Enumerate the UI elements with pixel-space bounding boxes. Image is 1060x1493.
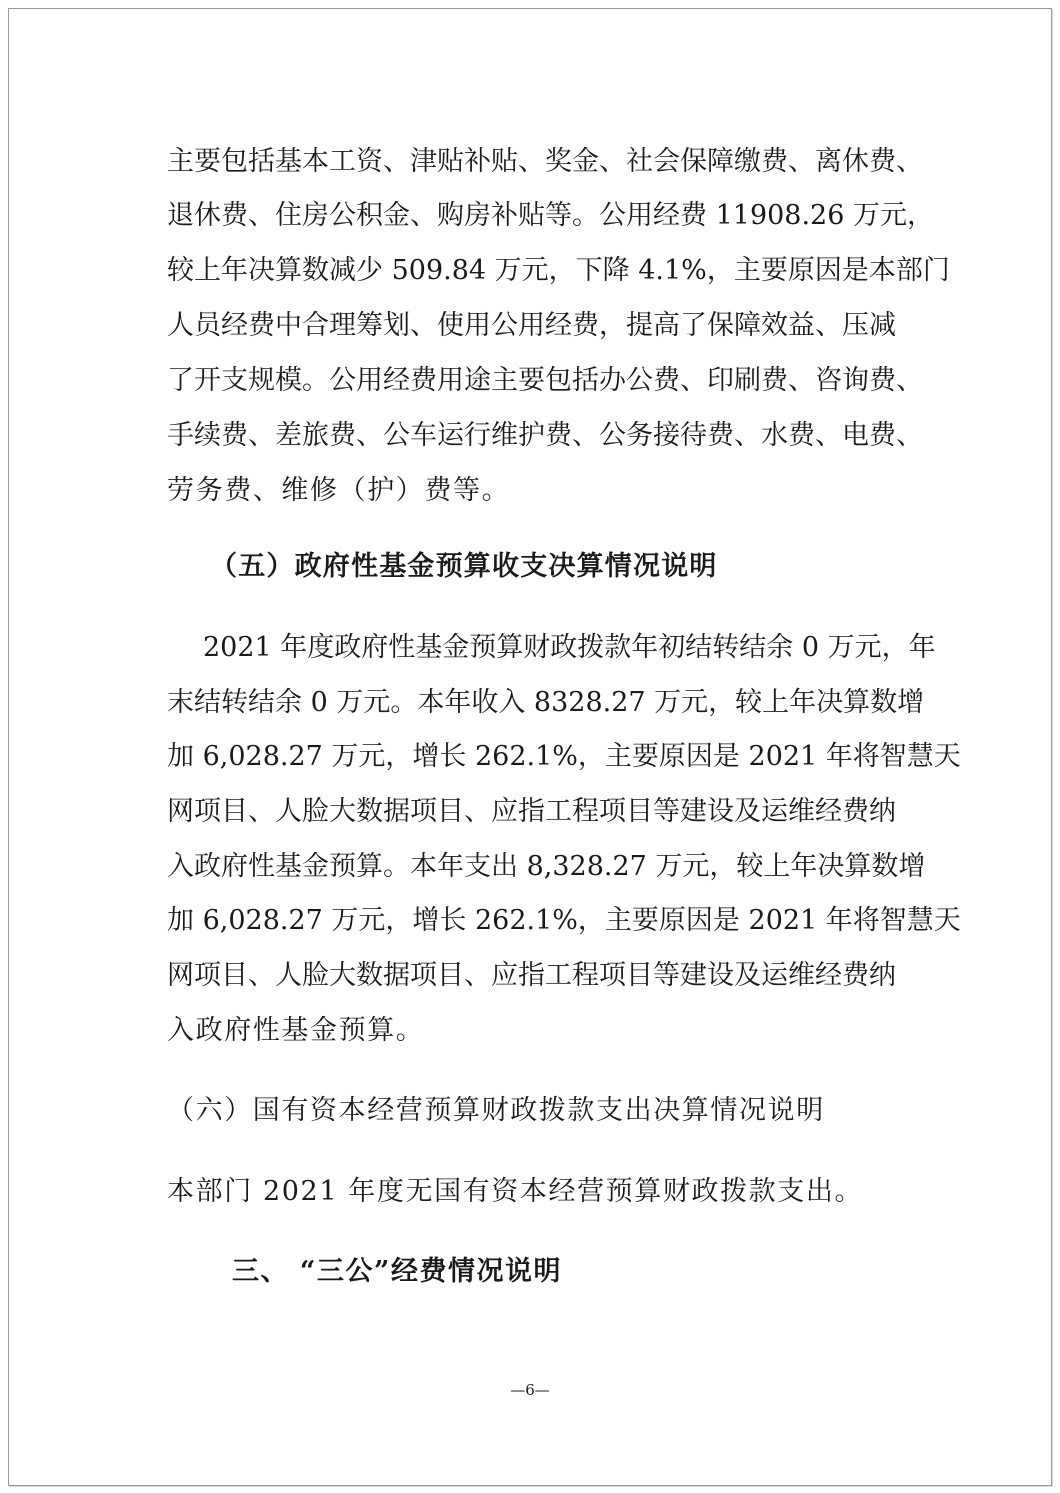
section-3-heading: 三、 “三公”经费情况说明 bbox=[232, 1256, 562, 1287]
paragraph-line: 手续费、差旅费、公车运行维护费、公务接待费、水费、电费、 bbox=[167, 420, 923, 451]
paragraph-line: 较上年决算数减少 509.84 万元，下降 4.1%，主要原因是本部门 bbox=[167, 255, 950, 286]
section-5-line: 加 6,028.27 万元，增长 262.1%，主要原因是 2021 年将智慧天 bbox=[167, 905, 961, 936]
page-number: —6— bbox=[510, 1381, 550, 1399]
section-5-line: 网项目、人脸大数据项目、应指工程项目等建设及运维经费纳 bbox=[167, 796, 896, 827]
paragraph-line: 退休费、住房公积金、购房补贴等。公用经费 11908.26 万元， bbox=[167, 200, 934, 231]
paragraph-line: 劳务费、维修（护）费等。 bbox=[167, 475, 511, 506]
section-5-line: 入政府性基金预算。 bbox=[167, 1015, 425, 1046]
section-6-heading: （六）国有资本经营预算财政拨款支出决算情况说明 bbox=[167, 1095, 825, 1126]
paragraph-line: 人员经费中合理筹划、使用公用经费，提高了保障效益、压减 bbox=[167, 310, 896, 341]
section-5-heading: （五）政府性基金预算收支决算情况说明 bbox=[210, 551, 718, 582]
section-6-body: 本部门 2021 年度无国有资本经营预算财政拨款支出。 bbox=[167, 1176, 864, 1207]
section-5-line: 加 6,028.27 万元，增长 262.1%，主要原因是 2021 年将智慧天 bbox=[167, 741, 961, 772]
section-5-line: 网项目、人脸大数据项目、应指工程项目等建设及运维经费纳 bbox=[167, 960, 896, 991]
section-5-line: 2021 年度政府性基金预算财政拨款年初结转结余 0 万元，年 bbox=[203, 632, 936, 663]
section-5-line: 入政府性基金预算。本年支出 8,328.27 万元，较上年决算数增 bbox=[167, 851, 926, 882]
paragraph-line: 了开支规模。公用经费用途主要包括办公费、印刷费、咨询费、 bbox=[167, 365, 923, 396]
paragraph-line: 主要包括基本工资、津贴补贴、奖金、社会保障缴费、离休费、 bbox=[167, 146, 923, 177]
section-5-line: 末结转结余 0 万元。本年收入 8328.27 万元，较上年决算数增 bbox=[167, 687, 925, 718]
